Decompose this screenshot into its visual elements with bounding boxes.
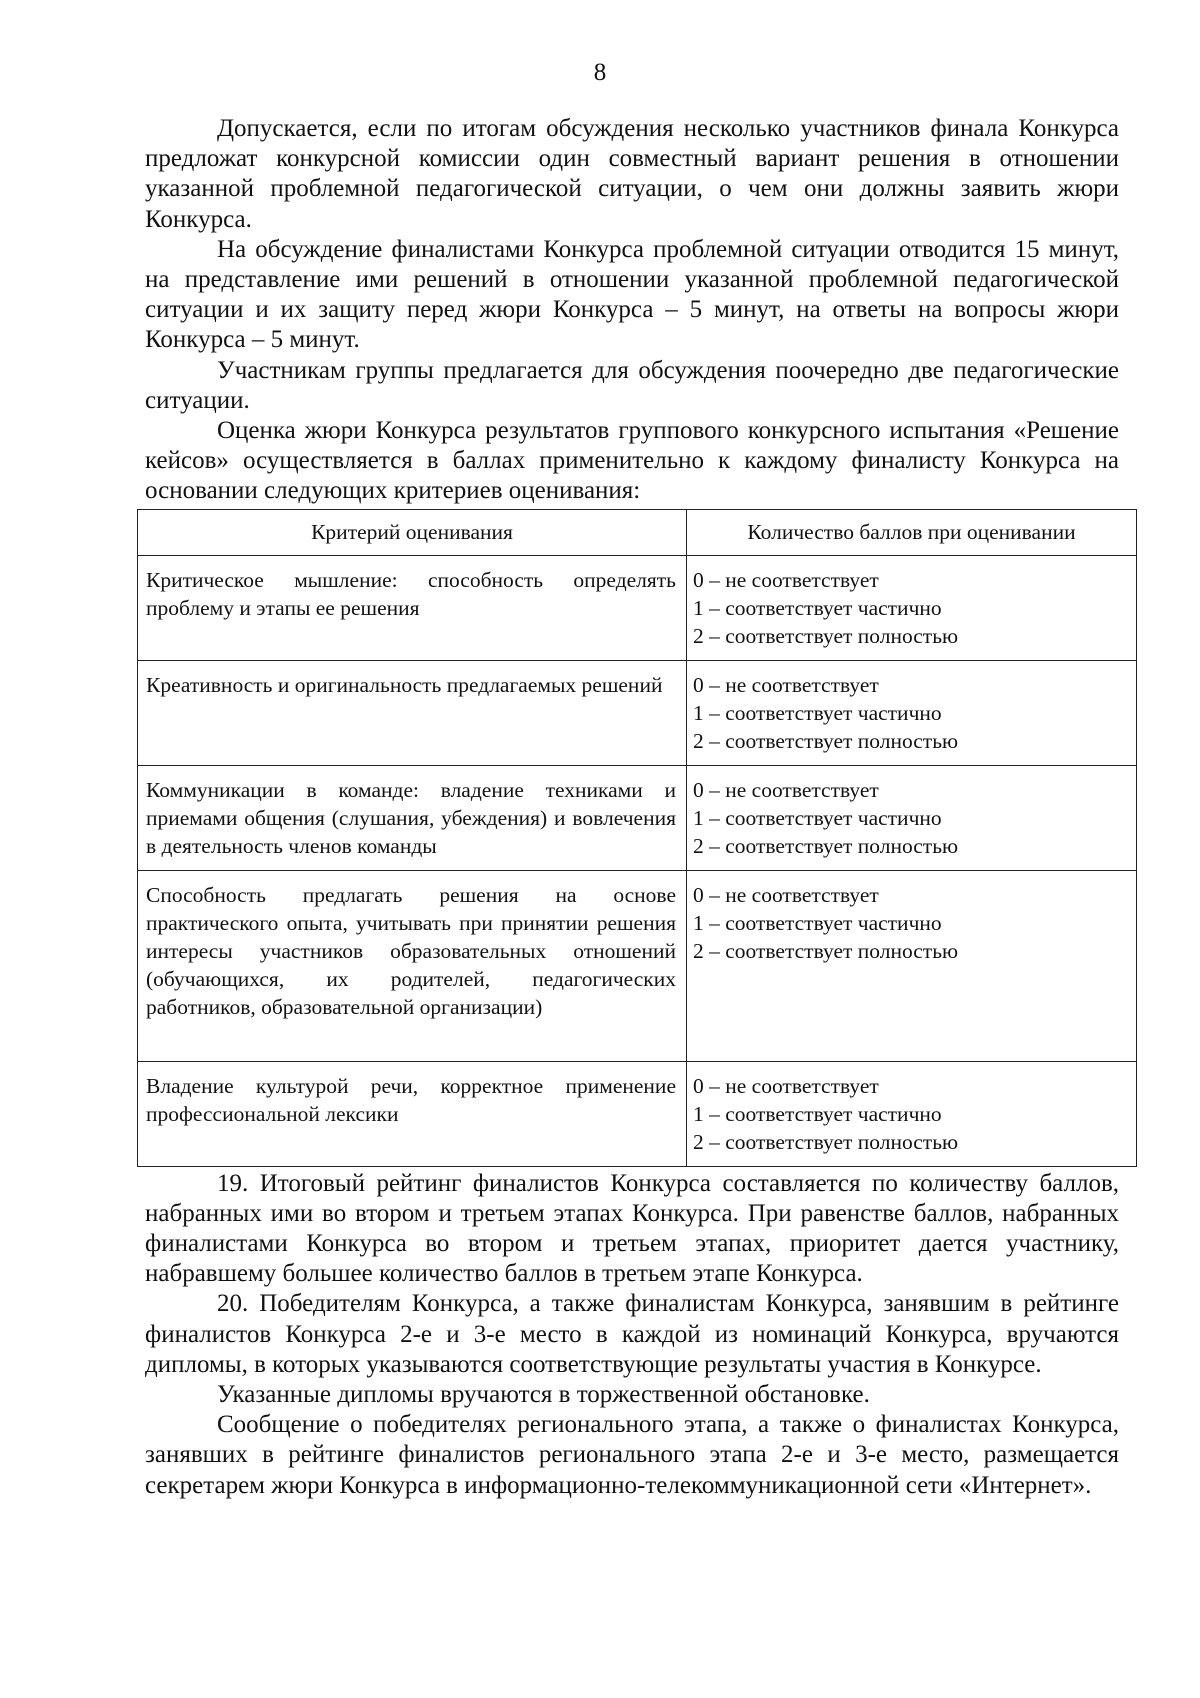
criterion-cell: Владение культурой речи, корректное применение профессиональной лексики xyxy=(138,1061,687,1166)
score-line: 0 – не соответствует xyxy=(693,1073,879,1098)
scores-cell xyxy=(687,870,1137,1061)
criterion-cell: Критическое мышление: способность определять проблему и этапы ее решения xyxy=(138,555,687,660)
paragraph-time-limits: На обсуждение финалистами Конкурса проблемной ситуации отводится 15 минут, на представление ими решений в отношении указанной проблемной педагогической ситуации и их защиту перед жюри Конкурса – 5 минут, на ответы на вопросы жюри Конкурса – 5 минут. xyxy=(145,235,1119,354)
table-row xyxy=(138,555,1137,660)
score-line: 2 – соответствует полностью xyxy=(693,833,959,858)
paragraph-joint-solution: Допускается, если по итогам обсуждения несколько участников финала Конкурса предложат конкурсной комиссии один совместный вариант решения в отношении указанной проблемной педагогической ситуации, о чем они должны заявить жюри Конкурса. xyxy=(145,115,1119,233)
score-line: 1 – соответствует частично xyxy=(693,700,942,725)
paragraph-ceremony: Указанные дипломы вручаются в торжественной обстановке. xyxy=(217,1381,870,1409)
score-line: 1 – соответствует частично xyxy=(693,805,942,830)
score-line: 2 – соответствует полностью xyxy=(693,728,959,753)
paragraph-two-situations: Участникам группы предлагается для обсуждения поочередно две педагогические ситуации. xyxy=(145,356,1119,414)
score-line: 1 – соответствует частично xyxy=(693,595,942,620)
scores-cell xyxy=(687,1061,1137,1166)
table-row xyxy=(138,765,1137,870)
score-line: 0 – не соответствует xyxy=(693,882,879,907)
paragraph-item-19-rating: 19. Итоговый рейтинг финалистов Конкурса составляется по количеству баллов, набранных ими во втором и третьем этапах Конкурса. При равенстве баллов, набранных финалистами Конкурса во втором и третьем этапах, приоритет дается участнику, набравшему большее количество баллов в третьем этапе Конкурса. xyxy=(145,1169,1119,1288)
scores-cell xyxy=(687,660,1137,765)
score-line: 0 – не соответствует xyxy=(693,672,879,697)
score-line: 0 – не соответствует xyxy=(693,567,879,592)
table-row xyxy=(138,1061,1137,1166)
score-line: 1 – соответствует частично xyxy=(693,1101,942,1126)
table-header-row xyxy=(138,509,1137,555)
score-line: 2 – соответствует полностью xyxy=(693,1129,959,1154)
score-line: 2 – соответствует полностью xyxy=(693,938,959,963)
criterion-cell: Способность предлагать решения на основе практического опыта, учитывать при принятии решения интересы участников образовательных отношений (обучающихся, их родителей, педагогических работников, образовательной организации) xyxy=(138,870,687,1061)
score-line: 0 – не соответствует xyxy=(693,777,879,802)
paragraph-internet-publication: Сообщение о победителях регионального этапа, а также о финалистах Конкурса, занявших в рейтинге финалистов регионального этапа 2-е и 3-е место, размещается секретарем жюри Конкурса в информационно-телекоммуникационной сети «Интернет». xyxy=(145,1411,1119,1499)
scores-cell xyxy=(687,765,1137,870)
criteria-table xyxy=(137,509,1137,1167)
page-number: 8 xyxy=(593,59,607,86)
score-line: 2 – соответствует полностью xyxy=(693,623,959,648)
header-criterion: Критерий оценивания xyxy=(138,509,687,555)
header-scores: Количество баллов при оценивании xyxy=(687,509,1137,555)
table-row xyxy=(138,870,1137,1061)
document-body xyxy=(145,114,1119,1501)
criterion-cell: Коммуникации в команде: владение техниками и приемами общения (слушания, убеждения) и вовлечения в деятельность членов команды xyxy=(138,765,687,870)
table-row xyxy=(138,660,1137,765)
score-line: 1 – соответствует частично xyxy=(693,910,942,935)
paragraph-evaluation-intro: Оценка жюри Конкурса результатов группового конкурсного испытания «Решение кейсов» осуществляется в баллах применительно к каждому финалисту Конкурса на основании следующих критериев оценивания: xyxy=(145,417,1119,505)
criterion-cell: Креативность и оригинальность предлагаемых решений xyxy=(138,660,687,765)
paragraph-item-20-diplomas: 20. Победителям Конкурса, а также финалистам Конкурса, занявшим в рейтинге финалистов Конкурса 2-е и 3-е место в каждой из номинаций Конкурса, вручаются дипломы, в которых указываются соответствующие результаты участия в Конкурсе. xyxy=(145,1290,1119,1378)
scores-cell xyxy=(687,555,1137,660)
